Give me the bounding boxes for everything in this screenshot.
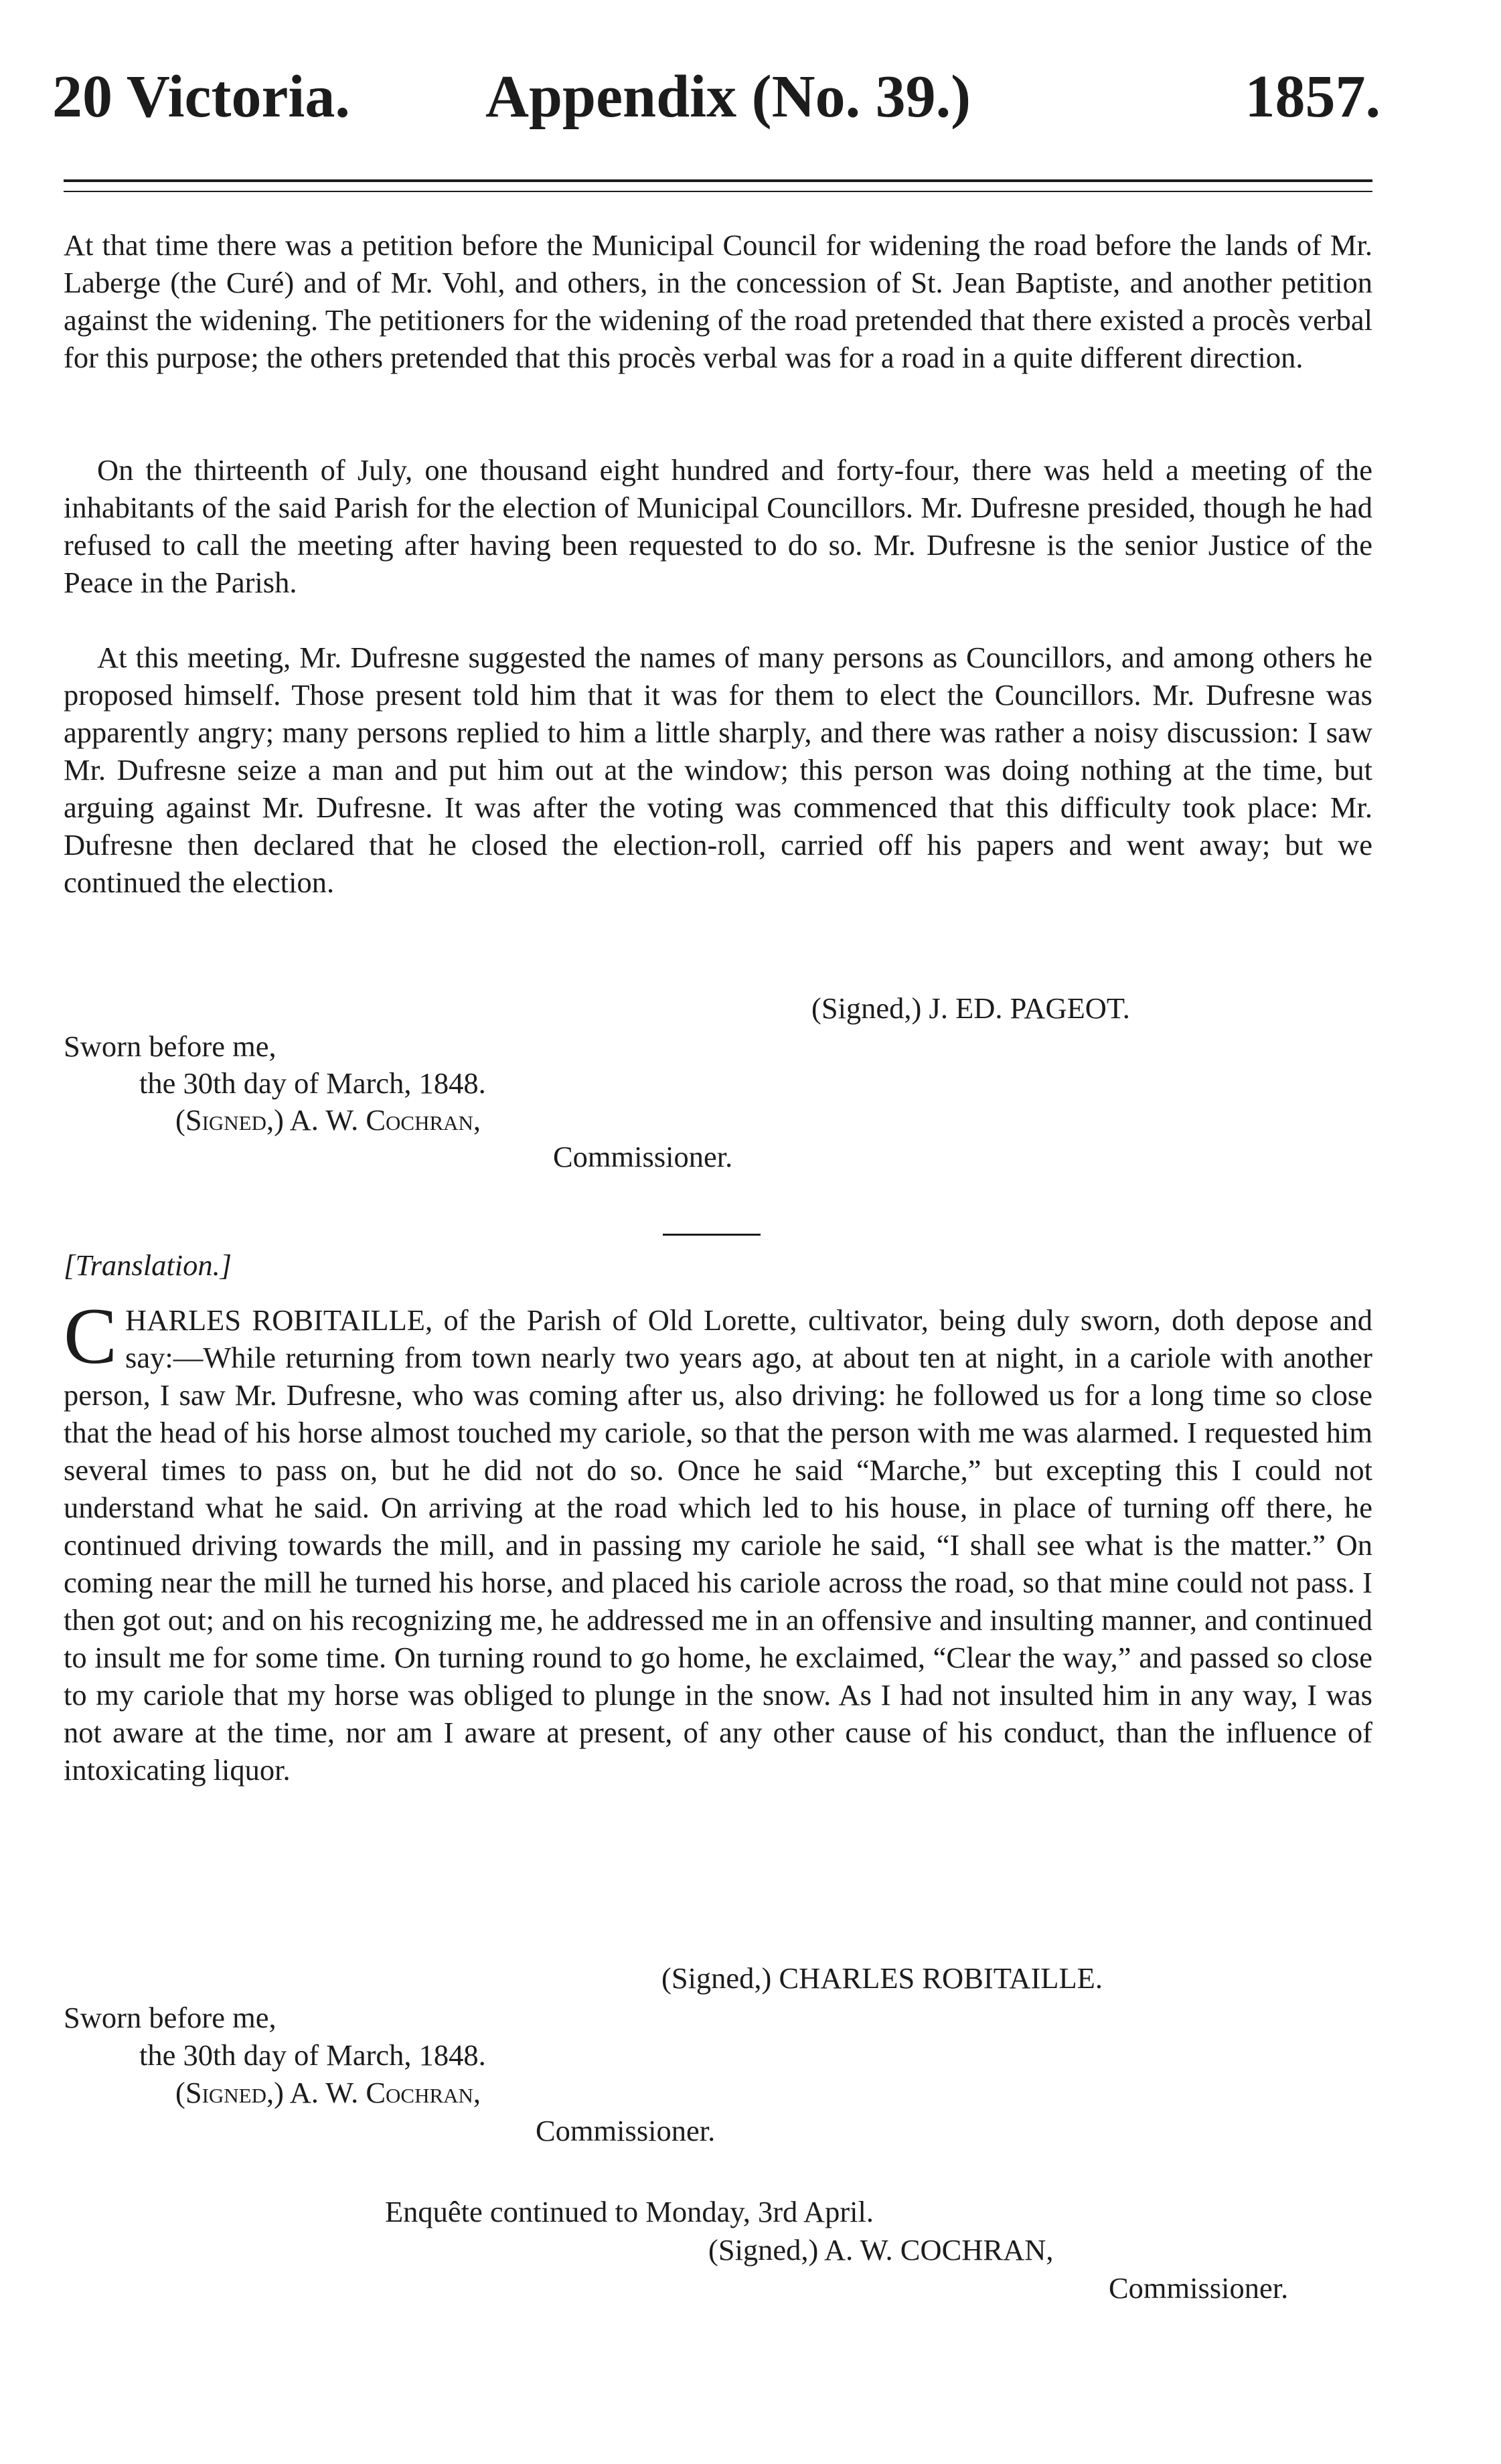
deposition-text: HARLES ROBITAILLE, of the Parish of Old Lorette, cultivator, being duly sworn, doth depose and say:—While returning from town nearly two years ago, at about ten at night, in a cariole with another person, I saw Mr. Dufresne, who was coming after us, also driving: he followed us for a long time so close that the head of his horse almost touched my cariole, so that the person with me was alarmed. I requested him several times to pass on, but he did not do so. Once he said “Marche,” but excepting this I could not understand what he said. On arriving at the road which led to his house, in place of turning off there, he continued driving towards the mill, and in passing my cariole he said, “I shall see what is the matter.” On coming near the mill he turned his horse, and placed his cariole across the road, so that mine could not pass. I then got out; and on his recognizing me, he addressed me in an offensive and insulting manner, and continued to insult me for some time. On turning round to go home, he exclaimed, “Clear the way,” and passed so close to my cariole that my horse was obliged to plunge in the snow. As I had not insulted him in any way, I was not aware at the time, nor am I aware at present, of any other cause of his conduct, than the influence of intoxicating liquor. <box>64 1303 1372 1787</box>
commissioner-title: Commissioner. <box>553 1140 733 1173</box>
commissioner-signature: (Signed,) A. W. Cochran, <box>175 1103 481 1137</box>
paragraph-text: At that time there was a petition before the Municipal Council for widening the road before the lands of Mr. Laberge (the Curé) and of Mr. Vohl, and others, in the concession of St. Jean Baptiste, and another petition against the widening. The petitioners for the widening of the road pretended that there existed a procès verbal for this purpose; the others pretended that this procès verbal was for a road in a quite different direction. <box>64 228 1372 374</box>
paragraph-election <box>64 639 1372 901</box>
drop-cap: C <box>64 1291 118 1380</box>
sworn-date: the 30th day of March, 1848. <box>139 1066 486 1100</box>
header-rule-thick <box>64 179 1372 182</box>
cochran-title: Commissioner. <box>1109 2271 1289 2305</box>
enquete-continued: Enquête continued to Monday, 3rd April. <box>385 2195 874 2228</box>
paragraph-petition <box>64 226 1372 376</box>
cochran-signature: (Signed,) A. W. COCHRAN, <box>708 2233 1054 2267</box>
robitaille-deposition <box>64 1291 1372 1789</box>
paragraph-text: At this meeting, Mr. Dufresne suggested the names of many persons as Councillors, and among others he proposed himself. Those present told him that it was for them to elect the Councillors. Mr. Dufresne was apparently angry; many persons replied to him a little sharply, and there was rather a noisy discussion: I saw Mr. Dufresne seize a man and put him out at the window; this person was doing nothing at the time, but arguing against Mr. Dufresne. It was after the voting was commenced that this difficulty took place: Mr. Dufresne then declared that he closed the election-roll, carried off his papers and went away; but we continued the election. <box>64 641 1372 899</box>
section-divider <box>663 1234 761 1236</box>
commissioner-title: Commissioner. <box>536 2114 716 2147</box>
translation-label: [Translation.] <box>64 1248 232 1282</box>
paragraph-meeting <box>64 451 1372 601</box>
header-year: 1857. <box>1245 64 1380 130</box>
header-session: 20 Victoria. <box>52 64 350 130</box>
header-rule-thin <box>64 191 1372 192</box>
robitaille-signature: (Signed,) CHARLES ROBITAILLE. <box>661 1961 1103 1995</box>
commissioner-signature: (Signed,) A. W. Cochran, <box>175 2076 481 2109</box>
sworn-before-me: Sworn before me, <box>64 1030 276 1063</box>
header-appendix: Appendix (No. 39.) <box>485 64 971 130</box>
sworn-date: the 30th day of March, 1848. <box>139 2038 486 2072</box>
sworn-before-me: Sworn before me, <box>64 2001 276 2034</box>
pageot-signature: (Signed,) J. ED. PAGEOT. <box>811 991 1130 1025</box>
paragraph-text: On the thirteenth of July, one thousand eight hundred and forty-four, there was held a meeting of the inhabitants of the said Parish for the election of Municipal Councillors. Mr. Dufresne presided, though he had refused to call the meeting after having been requested to do so. Mr. Dufresne is the senior Justice of the Peace in the Parish. <box>64 453 1372 599</box>
